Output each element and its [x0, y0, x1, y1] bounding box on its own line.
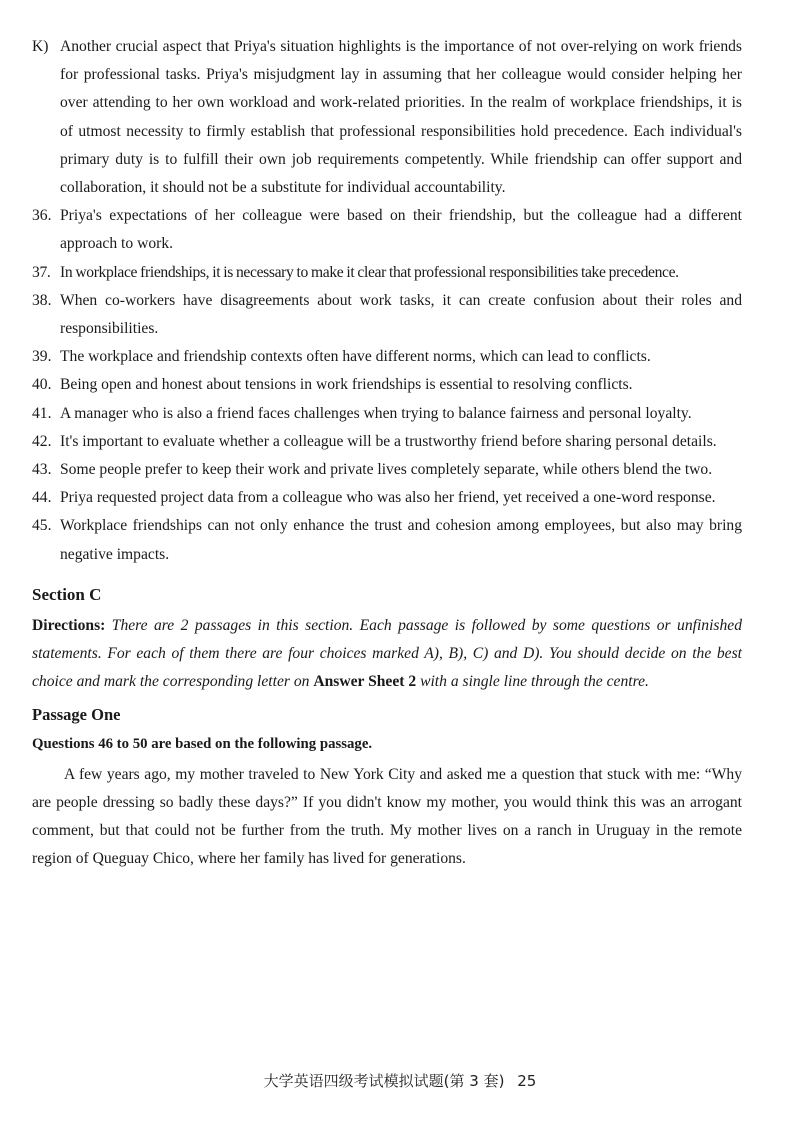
directions-label: Directions: [32, 616, 106, 634]
statement-text: A manager who is also a friend faces challenges when trying to balance fairness and personal loyalty. [60, 404, 692, 422]
statement-number: 42. [32, 432, 52, 450]
statement-text: Priya's expectations of her colleague were based on their friendship, but the colleague had a different approach to work. [60, 207, 742, 253]
statement-text: When co-workers have disagreements about work tasks, it can create confusion about their roles and responsibilities. [60, 291, 742, 338]
statement-43 [32, 456, 742, 484]
statement-38 [32, 287, 742, 343]
paragraph-text: Another crucial aspect that Priya's situation highlights is the importance of not over-relying on work friends for professional tasks. Priya's misjudgment lay in assuming that her colleague would consider helping her over attending to her own workload and work-related priorities. In the realm of workplace friendships, it is of utmost necessity to firmly establish that professional responsibilities hold precedence. Each individual's primary duty is to fulfill their own job requirements competently. While friendship can offer support and collaboration, it should not be a substitute for individual accountability. [60, 38, 742, 197]
statement-text: Workplace friendships can not only enhance the trust and cohesion among employees, but also may bring negative impacts. [60, 517, 742, 563]
statement-number: 44. [32, 489, 52, 507]
statement-42 [32, 428, 742, 456]
page-footer [0, 1067, 800, 1095]
statement-number: 37. [32, 263, 51, 281]
footer-title: 大学英语四级考试模拟试题(第 3 套) [263, 1072, 505, 1090]
section-c-title: Section C [32, 584, 102, 604]
questions-range: Questions 46 to 50 are based on the following passage. [32, 736, 373, 753]
statement-39 [32, 343, 742, 371]
statement-text: Priya requested project data from a colleague who was also her friend, yet received a one-word response. [60, 489, 716, 507]
statement-number: 43. [32, 461, 52, 479]
paragraph-label: K) [32, 38, 49, 55]
statement-list [32, 202, 742, 569]
statement-37 [32, 259, 742, 287]
statement-text: In workplace friendships, it is necessary to make it clear that professional responsibilities take precedence. [60, 263, 679, 281]
statement-number: 41. [32, 404, 52, 422]
directions-text-end: with a single line through the centre. [416, 673, 649, 691]
passage-one-title: Passage One [32, 705, 121, 725]
exam-page [32, 33, 742, 873]
statement-45 [32, 512, 742, 568]
statement-number: 36. [32, 207, 52, 225]
statement-number: 40. [32, 376, 52, 394]
page-number: 25 [517, 1072, 537, 1090]
directions [32, 612, 742, 697]
paragraph-k [32, 33, 742, 202]
statement-number: 45. [32, 517, 52, 535]
answer-sheet-reference: Answer Sheet 2 [313, 673, 417, 691]
passage-paragraph: A few years ago, my mother traveled to New York City and asked me a question that stuck with me: “Why are people dressing so badly these days?” If you didn't know my mother, you would think this was an arrogant comment, but that could not be further from the truth. My mother lives on a ranch in Uruguay in the remote region of Queguay Chico, where her family has lived for generations. [32, 765, 742, 868]
statement-text: Some people prefer to keep their work and private lives completely separate, while others blend the two. [60, 461, 713, 479]
directions-text: There are 2 passages in this section. Each passage is followed by some questions or unfinished statements. For each of them there are four choices marked A), B), C) and D). You should decide on the best choice and mark the corresponding letter on [32, 616, 742, 691]
statement-text: It's important to evaluate whether a colleague will be a trustworthy friend before sharing personal details. [60, 432, 717, 450]
statement-41 [32, 400, 742, 428]
statement-text: The workplace and friendship contexts often have different norms, which can lead to conflicts. [60, 348, 651, 366]
statement-40 [32, 371, 742, 399]
statement-number: 38. [32, 291, 52, 309]
statement-number: 39. [32, 348, 52, 366]
statement-text: Being open and honest about tensions in work friendships is essential to resolving conflicts. [60, 376, 633, 394]
statement-44 [32, 484, 742, 512]
statement-36 [32, 202, 742, 258]
